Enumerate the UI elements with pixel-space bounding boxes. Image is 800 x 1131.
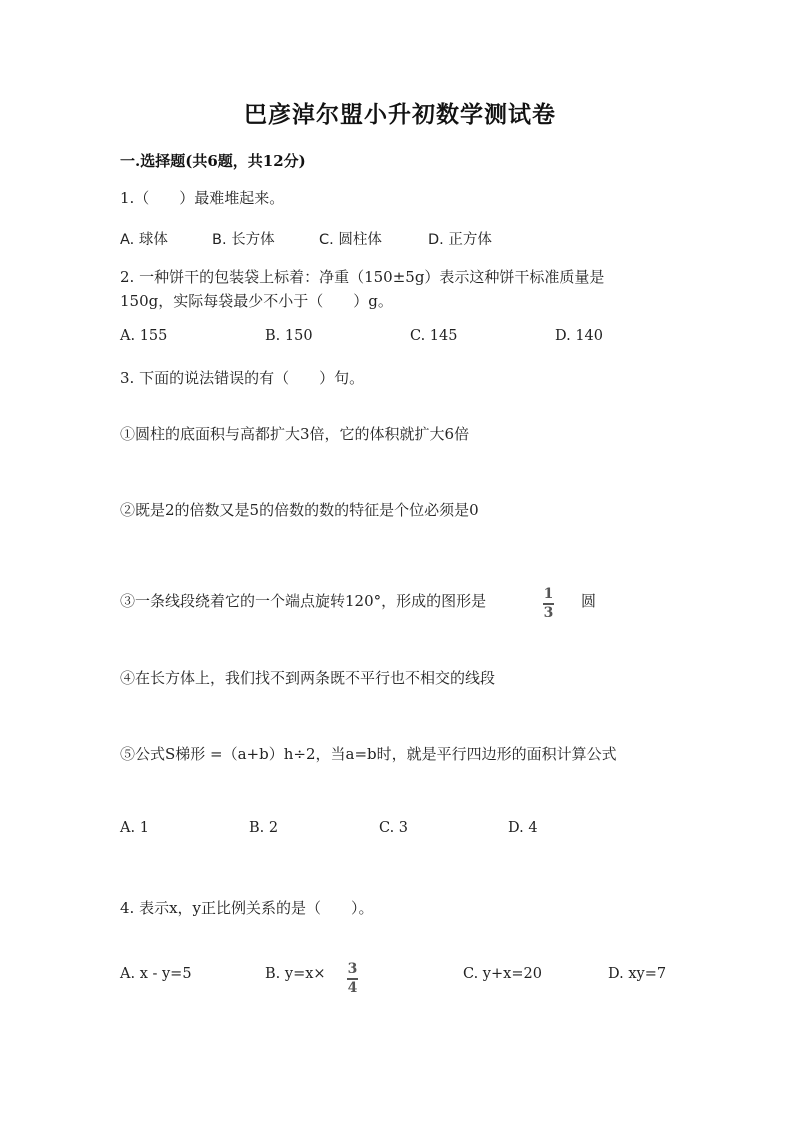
question-2-option-d: D. 140 [555, 328, 604, 344]
fraction-numerator: 3 [347, 961, 358, 977]
question-2-option-b: B. 150 [265, 328, 313, 344]
question-4-text: 4. 表示x，y正比例关系的是（ ）。 [120, 899, 374, 917]
page-title: 巴彦淖尔盟小升初数学测试卷 [244, 101, 556, 128]
question-3-option-b: B. 2 [249, 820, 279, 836]
question-4-option-b-fraction [347, 958, 358, 996]
question-2-text-line-1: 2. 一种饼干的包装袋上标着：净重（150±5g）表示这种饼干标准质量是 [120, 268, 605, 286]
question-1-text: 1.（ ）最难堆起来。 [120, 189, 285, 207]
question-3-statement-3-fraction [543, 583, 554, 621]
question-3-statement-4: ④在长方体上，我们找不到两条既不平行也不相交的线段 [120, 669, 496, 687]
question-1-option-c: C. 圆柱体 [319, 232, 382, 248]
question-4-option-d: D. xy=7 [608, 966, 667, 982]
question-3-option-d: D. 4 [508, 820, 538, 836]
question-3-text: 3. 下面的说法错误的有（ ）句。 [120, 369, 365, 387]
question-2-option-c: C. 145 [410, 328, 458, 344]
question-3-statement-2: ②既是2的倍数又是5的倍数的数的特征是个位必须是0 [120, 501, 479, 519]
fraction-denominator: 3 [543, 604, 554, 621]
question-3-option-c: C. 3 [379, 820, 409, 836]
question-3-statement-5: ⑤公式S梯形 =（a+b）h÷2，当a=b时，就是平行四边形的面积计算公式 [120, 745, 617, 763]
question-2-option-a: A. 155 [120, 328, 168, 344]
section-heading-choice: 一.选择题(共6题，共12分) [120, 152, 306, 170]
question-4-option-c: C. y+x=20 [463, 966, 542, 982]
question-4-option-b: B. y=x× [265, 966, 326, 982]
question-4-option-a: A. x - y=5 [120, 966, 192, 982]
question-3-option-a: A. 1 [120, 820, 149, 836]
question-3-statement-3-suffix: 圆 [581, 592, 597, 610]
question-1-option-a: A. 球体 [120, 232, 168, 248]
question-3-statement-3-text: ③一条线段绕着它的一个端点旋转120°，形成的图形是 [120, 592, 487, 610]
question-1-option-d: D. 正方体 [428, 232, 492, 248]
question-1-option-b: B. 长方体 [212, 232, 275, 248]
fraction-denominator: 4 [347, 979, 358, 996]
question-3-statement-1: ①圆柱的底面积与高都扩大3倍，它的体积就扩大6倍 [120, 425, 470, 443]
question-2-text-line-2: 150g，实际每袋最少不小于（ ）g。 [120, 292, 393, 310]
fraction-numerator: 1 [543, 586, 554, 602]
